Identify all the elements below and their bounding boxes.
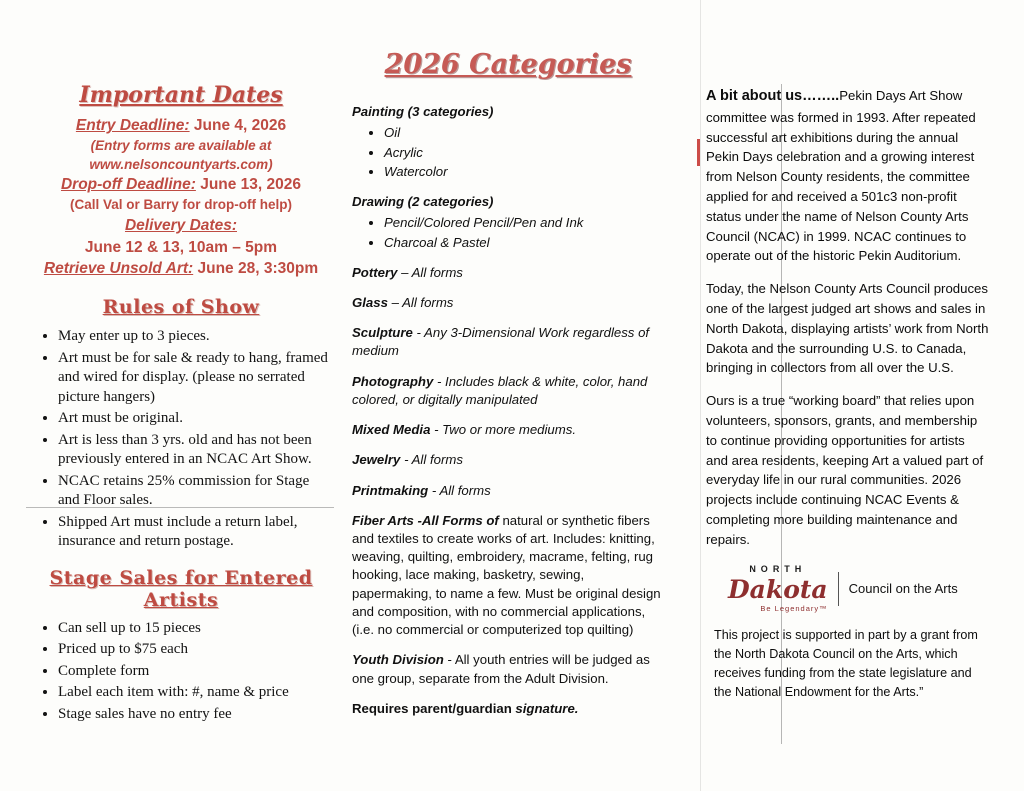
category-glass: Glass – All forms	[352, 295, 454, 310]
rules-list	[28, 327, 334, 552]
category-sculpture: Sculpture - Any 3-Dimensional Work regardless of medium	[352, 325, 650, 359]
dropoff-deadline-line	[28, 174, 334, 196]
category-name: Painting (3 categories)	[352, 104, 494, 120]
stage-sales-item: • Can sell up to 15 pieces	[58, 619, 334, 639]
sub-item: • Charcoal & Pastel	[384, 234, 664, 252]
logo-dakota-text: Dakota	[728, 574, 828, 604]
sub-item: • Pencil/Colored Pencil/Pen and Ink	[384, 214, 664, 232]
categories-panel	[352, 46, 664, 718]
entry-forms-note-line2: www.nelsoncountyarts.com)	[89, 156, 273, 172]
stage-sales-title: Stage Sales for Entered Artists	[49, 566, 313, 611]
entry-deadline-value: June 4, 2026	[189, 117, 287, 134]
rules-of-show-title: Rules of Show	[102, 296, 260, 319]
today-paragraph: Today, the Nelson County Arts Council produces one of the largest judged art shows and sales in North Dakota, displaying artists’ work from North Dakota and the surrounding U.S. to Canada, bringing in collectors from all over the U.S.	[706, 281, 989, 376]
about-panel	[706, 86, 989, 702]
rule-item: • Art must be original.	[58, 409, 334, 429]
about-heading: A bit about us……..	[706, 88, 840, 104]
left-panel	[28, 82, 334, 726]
logo-tagline: Be Legendary™	[760, 604, 828, 614]
retrieve-unsold-label: Retrieve Unsold Art:	[43, 260, 194, 278]
category-pottery: Pottery – All forms	[352, 264, 463, 280]
category-printmaking: Printmaking - All forms	[352, 482, 491, 498]
logo-council-text: Council on the Arts	[848, 581, 958, 597]
fold-line	[700, 0, 701, 791]
stage-sales-item: • Priced up to $75 each	[58, 640, 334, 660]
stage-sales-list	[28, 619, 334, 725]
delivery-dates-label-line	[28, 215, 334, 237]
delivery-dates-label: Delivery Dates:	[124, 217, 237, 235]
sub-item: • Watercolor	[384, 163, 664, 181]
category-photography: Photography - Includes black & white, color, hand colored, or digitally manipulated	[352, 373, 648, 407]
delivery-dates-value-line	[28, 237, 334, 259]
category-mixed-media: Mixed Media - Two or more mediums.	[352, 422, 576, 438]
signature-requirement: Requires parent/guardian signature.	[352, 700, 579, 716]
sub-item: • Oil	[384, 124, 664, 142]
rule-item: • Art must be for sale & ready to hang, framed and wired for display. (please no serrated picture hangers)	[58, 349, 334, 408]
rule-item: • NCAC retains 25% commission for Stage and Floor sales.	[58, 472, 334, 511]
delivery-dates-value: June 12 & 13, 10am – 5pm	[84, 238, 278, 256]
category-fiber-arts: Fiber Arts -All Forms of natural or synthetic fibers and textiles to create works of art. Includes: knitting, weaving, quilting, embroidery, macrame, felting, rug hooking, lace making, basketry, sewing, papermaking, to name a few. Must be original design and composition, with no commercial applications, (i.e. no commercial or computerized top quilting)	[352, 512, 661, 638]
north-dakota-council-logo	[728, 563, 989, 614]
entry-deadline-line	[28, 115, 334, 137]
category-drawing	[352, 193, 664, 252]
painting-sublist	[352, 124, 664, 181]
rule-item: • Shipped Art must include a return label, insurance and return postage.	[58, 513, 334, 552]
rule-item: • Art is less than 3 yrs. old and has not been previously entered in an NCAC Art Show.	[58, 431, 334, 470]
sub-item: • Acrylic	[384, 144, 664, 162]
rule-item: • May enter up to 3 pieces.	[58, 327, 334, 347]
categories-title: 2026 Categories	[384, 49, 632, 80]
dropoff-deadline-value: June 13, 2026	[195, 176, 302, 194]
dropoff-deadline-label: Drop-off Deadline:	[60, 176, 196, 194]
logo-north-text: NORTH	[749, 564, 807, 575]
category-name: Drawing (2 categories)	[352, 194, 494, 210]
stage-sales-item: • Stage sales have no entry fee	[58, 705, 334, 725]
drawing-sublist	[352, 214, 664, 251]
about-text: Pekin Days Art Show committee was formed in 1993. After repeated successful art exhibitions during the annual Pekin Days celebration and a growing interest from Nelson County residents, the committee applied for and received a 501c3 non-profit status under the name of Nelson County Arts Council (NCAC) in 1999. NCAC continues to operate out of the historic Pekin Auditorium.	[706, 88, 976, 264]
retrieve-unsold-line	[28, 258, 334, 280]
working-board-paragraph: Ours is a true “working board” that relies upon volunteers, sponsors, grants, and membership to continue providing opportunities for artists and area residents, keeping Art a valued part of everyday life in our rural communities. 2026 projects include continuing NCAC Events & completing more building maintenance and repairs.	[706, 393, 984, 547]
category-jewelry: Jewelry - All forms	[352, 452, 463, 468]
entry-forms-note-line1: (Entry forms are available at	[90, 137, 272, 153]
entry-deadline-label: Entry Deadline:	[75, 117, 190, 134]
grant-credit-paragraph: This project is supported in part by a grant from the North Dakota Council on the Arts, which receives funding from the state legislature and the National Endowment for the Arts.”	[714, 628, 978, 700]
category-youth-division: Youth Division - All youth entries will be judged as one group, separate from the Adult Division.	[352, 652, 650, 686]
scan-mark	[697, 139, 700, 166]
logo-divider	[838, 572, 839, 606]
important-dates-title: Important Dates	[79, 82, 283, 108]
dropoff-help-note: (Call Val or Barry for drop-off help)	[69, 197, 293, 213]
stage-sales-item: • Label each item with: #, name & price	[58, 683, 334, 703]
stage-sales-item: • Complete form	[58, 662, 334, 682]
category-painting	[352, 103, 664, 181]
north-dakota-wordmark	[728, 563, 828, 614]
about-paragraph	[706, 86, 989, 266]
retrieve-unsold-value: June 28, 3:30pm	[193, 260, 319, 278]
